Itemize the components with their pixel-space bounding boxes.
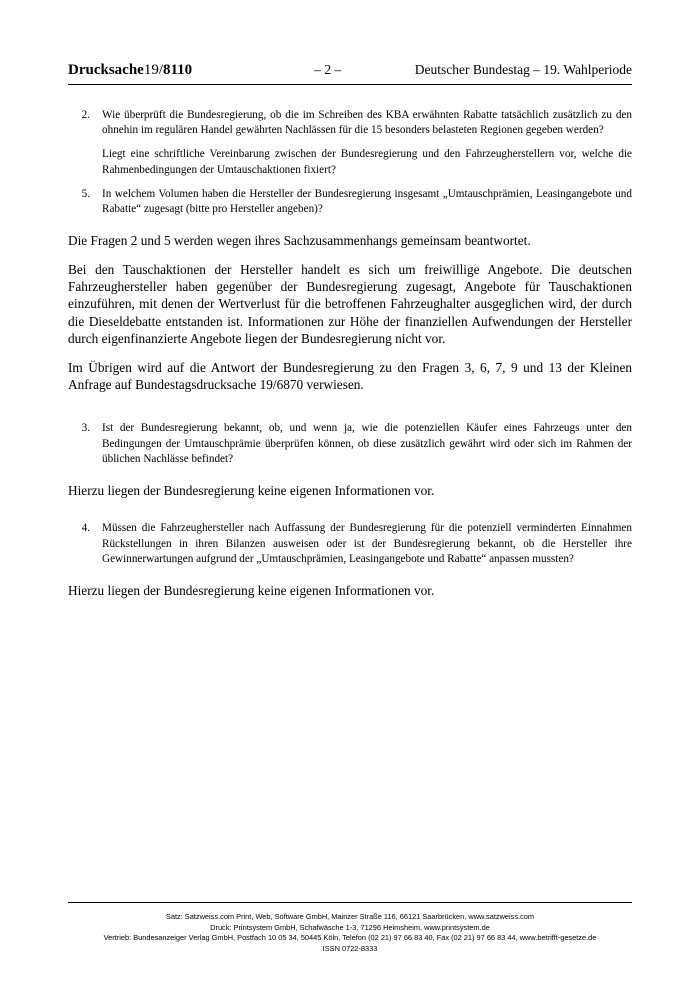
footer-line-vertrieb: Vertrieb: Bundesanzeiger Verlag GmbH, Postfach 10 05 34, 50445 Köln, Telefon (02 21) 97 66 83 40, Fax (02 21) 97 66 83 44, www.betrifft-gesetze.de — [103, 933, 597, 943]
question-text: Müssen die Fahrzeughersteller nach Auffassung der Bundesregierung für die potenziell verminderten Einnahmen Rückstellungen in ihren Bilanzen ausweisen oder ist der Bundesregierung bekannt, ob die Hersteller ihre Gewinnerwartungen aufgrund der „Umtauschprämien, Leasingangebote und Rabatte“ anpassen mussten? — [102, 522, 632, 565]
answer-paragraph: Im Übrigen wird auf die Antwort der Bundesregierung zu den Fragen 3, 6, 7, 9 und 13 der Kleinen Anfrage auf Bundestagsdrucksache 19/6870 verwiesen. — [68, 359, 632, 393]
question-number: 3. — [81, 422, 90, 435]
question-text: Wie überprüft die Bundesregierung, ob die im Schreiben des KBA erwähnten Rabatte tatsächlich zusätzlich zu den ohnehin im regulären Handel gewährten Nachlässen für die 15 besonders belasteten Regionen gegeben werden? — [102, 109, 632, 137]
header-drucksache-number: 8110 — [163, 62, 193, 78]
question-item — [68, 108, 632, 138]
answer-paragraph: Hierzu liegen der Bundesregierung keine eigenen Informationen vor. — [68, 483, 435, 499]
question-item — [68, 421, 632, 467]
question-text: Ist der Bundesregierung bekannt, ob, und wenn ja, wie die potenziellen Käufer eines Fahrzeugs unter den Bedingungen der Umtauschprämie überprüfen können, ob diese zusätzlich gewährt wird oder sich im Rahmen der üblichen Nachlässe befindet? — [102, 422, 632, 465]
question-subparagraph: Liegt eine schriftliche Vereinbarung zwischen der Bundesregierung und den Fahrzeugherstellern vor, welche die Rahmenbedingungen der Umtauschaktionen fixiert? — [102, 148, 632, 176]
footer-line-druck: Druck: Printsystem GmbH, Schafwäsche 1-3, 71296 Heimsheim, www.printsystem.de — [210, 922, 490, 932]
question-number: 2. — [81, 109, 90, 121]
footer-line-satz: Satz: Satzweiss.com Print, Web, Software GmbH, Mainzer Straße 116, 66121 Saarbrücken, www.satzweiss.com — [165, 912, 535, 921]
answer-paragraph: Hierzu liegen der Bundesregierung keine eigenen Informationen vor. — [68, 583, 435, 599]
answer-paragraph: Bei den Tauschaktionen der Hersteller handelt es sich um freiwillige Angebote. Die deutschen Fahrzeughersteller haben gegenüber der Bundesregierung zugesagt, Angebote für Tauschaktionen einzuführen, mit denen der Wertverlust für die betroffenen Fahrzeughalter ausgeglichen wird, der durch die Dieseldebatte entstanden ist. Informationen zur Höhe der finanziellen Aufwendungen der Hersteller durch eigenfinanzierte Angebote liegen der Bundesregierung nicht vor. — [68, 261, 632, 347]
answer-intro: Die Fragen 2 und 5 werden wegen ihres Sachzusammenhangs gemeinsam beantwortet. — [68, 233, 531, 249]
footer-divider — [68, 902, 632, 903]
header-bundestag-label: Deutscher Bundestag – 19. Wahlperiode — [414, 62, 632, 77]
header-drucksache-word: Drucksache — [68, 62, 144, 78]
question-number: 4. — [81, 522, 90, 535]
page-footer — [68, 912, 632, 954]
question-item — [68, 187, 632, 217]
document-body — [68, 108, 632, 600]
question-text: In welchem Volumen haben die Hersteller der Bundesregierung insgesamt „Umtauschprämien, Leasingangebote und Rabatte“ zugesagt (bitte pro Hersteller angeben)? — [102, 187, 632, 216]
spacer — [68, 404, 632, 421]
header-drucksache-period: 19/ — [143, 62, 163, 78]
footer-line-issn: ISSN 0722-8333 — [322, 943, 378, 953]
question-item — [68, 521, 632, 567]
header-drucksache — [68, 62, 192, 79]
question-number: 5. — [81, 187, 90, 200]
header-page-marker: – 2 – — [314, 62, 342, 77]
page-header — [68, 62, 632, 79]
header-divider — [68, 84, 632, 85]
spacer — [68, 510, 632, 521]
